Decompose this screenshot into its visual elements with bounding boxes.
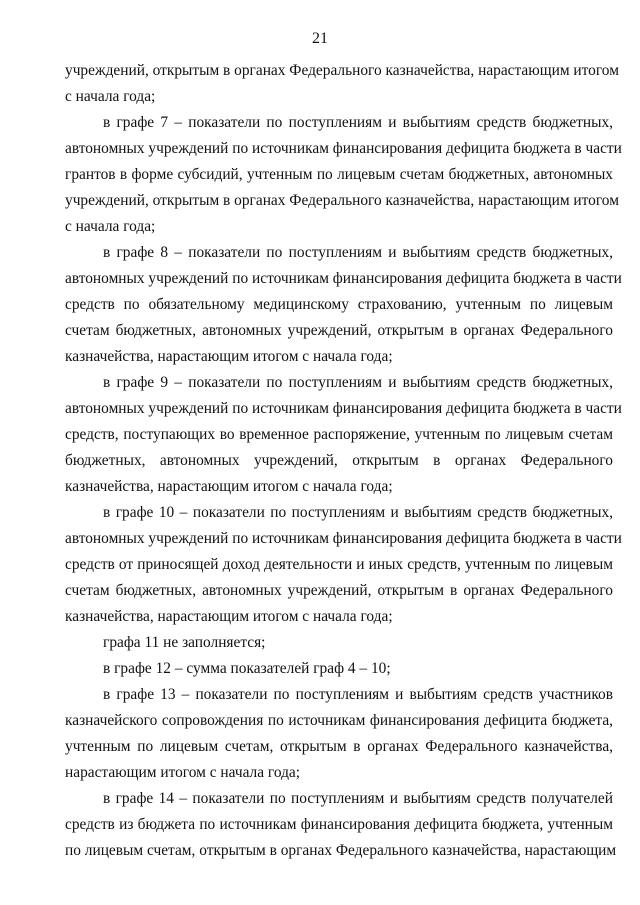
text-line: средств из бюджета по источникам финансирования дефицита бюджета, учтенным [65,816,613,833]
text-line: с начала года; [65,88,156,105]
text-line: автономных учреждений по источникам финансирования дефицита бюджета в части [65,530,622,547]
page-number: 21 [312,30,328,47]
text-line: учтенным по лицевым счетам, открытым в органах Федерального казначейства, [65,738,613,755]
text-line: счетам бюджетных, автономных учреждений, открытым в органах Федерального [65,322,613,339]
text-line: автономных учреждений по источникам финансирования дефицита бюджета в части [65,400,622,417]
body-text [65,58,622,864]
text-line: бюджетных, автономных учреждений, открытым в органах Федерального [65,452,613,469]
paragraph-first-line: в графе 9 – показатели по поступлениям и выбытиям средств бюджетных, [103,374,613,391]
text-line: казначейского сопровождения по источникам финансирования дефицита бюджета, [65,712,613,729]
text-line: средств, поступающих во временное распоряжение, учтенным по лицевым счетам [65,426,613,443]
text-line: автономных учреждений по источникам финансирования дефицита бюджета в части [65,140,622,157]
paragraph-first-line: в графе 8 – показатели по поступлениям и выбытиям средств бюджетных, [103,244,613,261]
text-line: казначейства, нарастающим итогом с начала года; [65,608,393,625]
text-line: счетам бюджетных, автономных учреждений, открытым в органах Федерального [65,582,613,599]
text-line: с начала года; [65,218,156,235]
text-line: грантов в форме субсидий, учтенным по лицевым счетам бюджетных, автономных [65,166,613,183]
text-line: казначейства, нарастающим итогом с начала года; [65,478,393,495]
text-line: автономных учреждений по источникам финансирования дефицита бюджета в части [65,270,622,287]
paragraph-first-line: графа 11 не заполняется; [103,634,266,651]
text-line: по лицевым счетам, открытым в органах Федерального казначейства, нарастающим [65,842,617,859]
text-line: нарастающим итогом с начала года; [65,764,301,781]
text-line: средств по обязательному медицинскому страхованию, учтенным по лицевым [65,296,613,313]
paragraph-first-line: в графе 12 – сумма показателей граф 4 – 10; [103,660,391,677]
text-line: учреждений, открытым в органах Федерального казначейства, нарастающим итогом [65,192,619,209]
paragraph-first-line: в графе 7 – показатели по поступлениям и выбытиям средств бюджетных, [103,114,613,131]
text-line: средств от приносящей доход деятельности и иных средств, учтенным по лицевым [65,556,613,573]
text-line: казначейства, нарастающим итогом с начала года; [65,348,393,365]
paragraph-first-line: в графе 10 – показатели по поступлениям и выбытиям средств бюджетных, [103,504,613,521]
paragraph-first-line: в графе 14 – показатели по поступлениям и выбытиям средств получателей [103,790,613,807]
paragraph-first-line: в графе 13 – показатели по поступлениям и выбытиям средств участников [103,686,613,703]
text-line: учреждений, открытым в органах Федерального казначейства, нарастающим итогом [65,62,619,79]
